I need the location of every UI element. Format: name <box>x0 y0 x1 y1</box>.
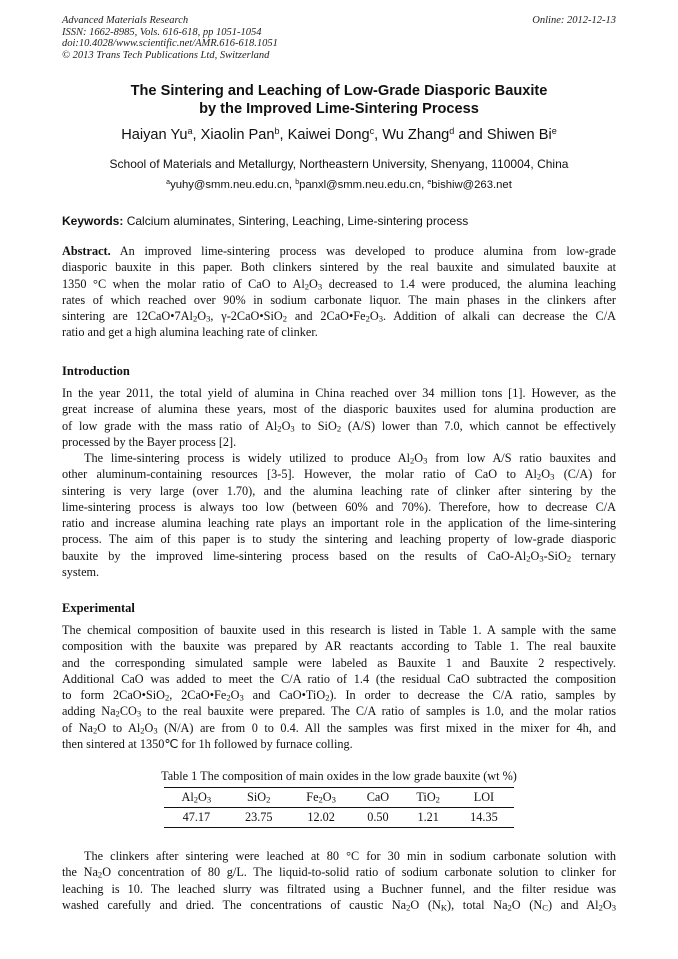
section-heading-experimental: Experimental <box>62 601 135 615</box>
table-caption: Table 1 The composition of main oxides in the low grade bauxite (wt %) <box>161 769 517 783</box>
table-cell: 47.17 <box>164 808 229 828</box>
title-line-2: by the Improved Lime-Sintering Process <box>199 101 479 117</box>
column-header-al2o3: $Al_2O_3$ <box>164 788 229 808</box>
keywords <box>62 214 616 228</box>
doi: doi:10.4028/www.scientific.net/AMR.616-618.1051 <box>62 38 278 49</box>
experimental-paragraph-1: The chemical composition of bauxite used in this research is listed in Table 1. A sample with the same composition with the bauxite was prepared by AR reactants according to Table 1. The real bauxite and the corresponding simulated sample were labeled as Bauxite 1 and Bauxite 2 respectively. Additional CaO was added to meet the C/A ratio of 1.4 (the residual CaO subtracted the composition to form 2CaO•SiO$_2$, $2CaO•Fe_2O_3$ and CaO•TiO$_2$). In order to decrease the C/A ratio, samples by adding $Na_2CO_3$ to the real bauxite were prepared. The C/A ratio of samples is 1.0, and the molar ratios of $Na_2O$ to $Al_2O_3$ (N/A) are from 0 to 0.4. All the samples was first mixed in the mixer for 4h, and then sintered at 1350℃ for 1h followed by furnace colling. <box>62 623 616 752</box>
title-line-1: The Sintering and Leaching of Low-Grade Diasporic Bauxite <box>130 83 548 99</box>
column-header-loi: LOI <box>454 788 514 808</box>
author-sup: c <box>369 126 375 137</box>
column-header-fe2o3: $Fe_2O_3$ <box>289 788 354 808</box>
issn: ISSN: 1662-8985, Vols. 616-618, pp 1051-1054 <box>62 26 262 38</box>
section-heading-introduction: Introduction <box>62 364 130 378</box>
author-name: Shiwen Bi <box>486 127 552 143</box>
table-cell: 23.75 <box>229 808 289 828</box>
table-row <box>164 808 514 828</box>
author-name: Haiyan Yu <box>121 127 188 143</box>
table-cell: 1.21 <box>402 808 453 828</box>
introduction-paragraph-2: The lime-sintering process is widely utilized to produce $Al_2O_3$ from low A/S ratio bauxites and other aluminum-containing resources [3-5]. However, the molar ratio of CaO to $Al_2O_3$ (C/A) for sintering is very large (over 1.70), and the alumina leaching rate of clinker after sintering by the lime-sintering process is always too low (between 60% and 70%). Therefore, how to decrease C/A ratio and increase alumina leaching rate plays an important role in the application of the lime-sintering process. The aim of this paper is to study the sintering and leaching property of low-grade diasporic bauxite by the improved lime-sintering process based on the results of CaO-$Al_2O_3-SiO_2$ ternary system. <box>62 451 617 580</box>
column-header-cao: CaO <box>353 788 402 808</box>
introduction-paragraph-1: In the year 2011, the total yield of alumina in China reached over 34 million tons [1]. However, as the great increase of alumina these years, most of the diasporic bauxites used for alumina production are of low grade with the mass ratio of $Al_2O_3$ to SiO$_2$ (A/S) lower than 7.0, which cannot be effectively processed by the Bayer process [2]. <box>62 386 616 449</box>
paper-title <box>62 82 616 118</box>
email-link[interactable]: panxl@smm.neu.edu.cn, <box>299 179 425 191</box>
column-header-sio2: SiO$_2$ <box>229 788 289 808</box>
experimental-paragraph-2: The clinkers after sintering were leached at 80 °C for 30 min in sodium carbonate solution with the $Na_2O$ concentration of 80 g/L. The liquid-to-solid ratio of sodium carbonate solution to clinker for leaching is 10. The leached slurry was filtrated using a Buchner funnel, and the filter residue was washed carefully and dried. The concentrations of caustic $Na_2O$ $(N_K)$, total $Na_2O$ $(N_C)$ and $Al_2O_3$ <box>62 849 617 913</box>
table-cell: 0.50 <box>353 808 402 828</box>
email-link[interactable]: bishiw@263.net <box>431 179 512 191</box>
email-link[interactable]: yuhy@smm.neu.edu.cn, <box>170 179 293 191</box>
author-sup: b <box>274 126 280 137</box>
keywords-label: Keywords: <box>62 214 124 228</box>
column-header-tio2: TiO$_2$ <box>402 788 453 808</box>
table-cell: 14.35 <box>454 808 514 828</box>
online-date: Online: 2012-12-13 <box>532 15 616 26</box>
author-sup: e <box>551 126 557 137</box>
author-name: Kaiwei Dong <box>287 127 370 143</box>
email-list: $^a$yuhy@smm.neu.edu.cn, $^b$panxl@smm.neu.edu.cn, $^e$bishiw@263.net <box>166 179 512 191</box>
author-sup: d <box>449 126 455 137</box>
affiliation: School of Materials and Metallurgy, Northeastern University, Shenyang, 110004, China <box>109 157 569 171</box>
author-name: Xiaolin Pan <box>200 127 275 143</box>
composition-table <box>164 787 514 828</box>
abstract-label: Abstract. <box>62 244 111 258</box>
author-sup: a <box>187 126 193 137</box>
journal-header <box>62 15 278 61</box>
journal-name: Advanced Materials Research <box>62 15 189 26</box>
copyright: © 2013 Trans Tech Publications Ltd, Switzerland <box>62 49 270 61</box>
table-header-row <box>164 788 514 808</box>
table-cell: 12.02 <box>289 808 354 828</box>
abstract-paragraph: Abstract. An improved lime-sintering process was developed to produce alumina from low-grade diasporic bauxite in this paper. Both clinkers sintered by the real bauxite and simulated bauxite at 1350 °C when the molar ratio of CaO to $Al_2O_3$ decreased to 1.4 were produced, the alumina leaching rates of which reached over 90% in sodium carbonate liquor. The main phases in the clinkers after sintering are $12CaO•7Al_2O_3$, γ-2CaO•SiO$_2$ and $2CaO•Fe_2O_3$. Addition of alkali can decrease the C/A ratio and get a high alumina leaching rate of clinker. <box>62 244 617 340</box>
keywords-text: Calcium aluminates, Sintering, Leaching, Lime-sintering process <box>126 214 469 228</box>
author-list: Haiyan Yu$^a$, Xiaolin Pan$^b$, Kaiwei Dong$^c$, Wu Zhang$^d$ and Shiwen Bi$^e$ <box>121 126 557 143</box>
author-name: Wu Zhang <box>382 127 450 143</box>
